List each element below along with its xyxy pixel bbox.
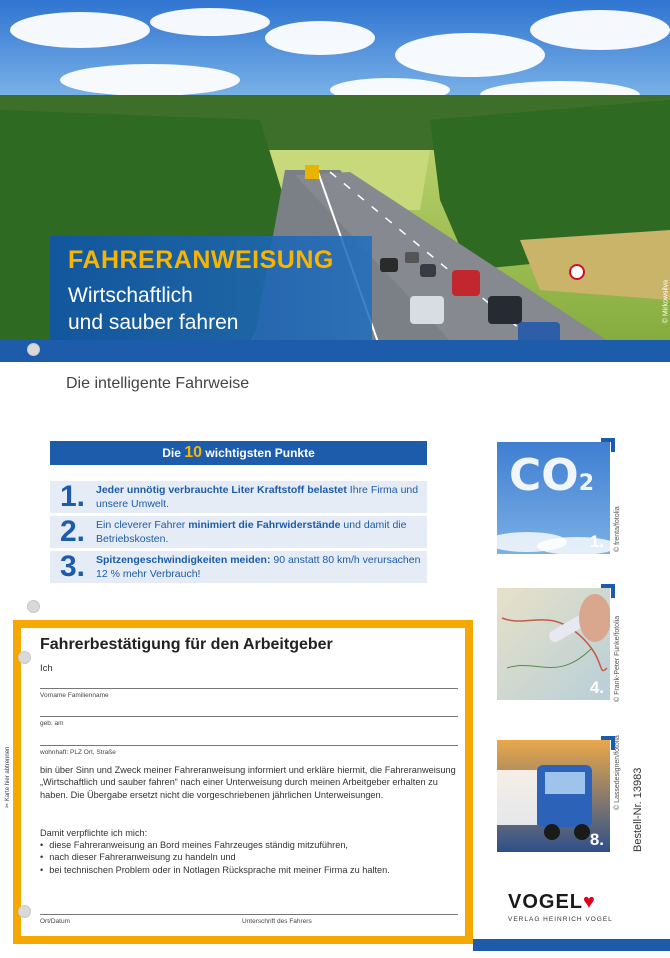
co2-label	[509, 450, 594, 501]
point-item-3	[50, 551, 427, 583]
co2-text: CO	[509, 450, 579, 501]
point-rest: 90 anstatt 80 km/h verursachen 12 % mehr Verbrauch!	[96, 554, 421, 580]
thumb-number: 8.	[589, 830, 604, 849]
punch-hole	[27, 600, 40, 613]
points-header-number: 10	[184, 444, 203, 461]
point-bold: Spitzengeschwindigkeiten meiden:	[96, 554, 271, 566]
thumb-credit: © Frank-Peter Funke/fotolia	[614, 615, 621, 702]
publisher-name: VERLAG HEINRICH VOGEL	[508, 916, 613, 923]
thumb-number: 4.	[589, 678, 604, 697]
logo-name: VOGEL	[508, 891, 584, 913]
point-rest: und damit die Betriebskosten.	[96, 519, 407, 545]
punch-hole	[18, 651, 31, 664]
signature-line[interactable]	[40, 914, 458, 915]
form-commit-intro: Damit verpflichte ich mich:	[40, 828, 148, 838]
point-number: 2.	[60, 515, 86, 548]
form-paragraph: bin über Sinn und Zweck meiner Fahreranweisung informiert und erkläre hiermit, die Fahreranweisung „Wirtschaftlich und sauber fahren“ nach einer Unterweisung durch meinen Arbeitgeber erhalten zu haben. Die Übergabe ersetzt nicht die vorgeschriebenen jährlichen Unterweisungen.	[40, 765, 456, 800]
thumb-co2	[497, 442, 610, 554]
thumb-corner	[601, 736, 615, 750]
point-rest: Ihre Firma und unsere Umwelt.	[96, 484, 419, 510]
points-header-before: Die	[162, 446, 181, 460]
vogel-logo	[508, 891, 596, 914]
place-date-label: Ort/Datum	[40, 918, 70, 925]
thumb-corner	[601, 438, 615, 452]
point-number: 3.	[60, 550, 86, 583]
point-bold: minimiert die Fahrwiderstände	[188, 519, 341, 531]
thumb-truck	[497, 740, 610, 852]
name-field-label: Vorname Familienname	[40, 692, 109, 699]
cover-photo-credit: © Mirkowsilva	[662, 280, 669, 324]
thumb-corner	[601, 584, 615, 598]
form-ich: Ich	[40, 663, 53, 674]
name-field[interactable]	[40, 688, 458, 689]
bottom-bar	[473, 939, 670, 951]
heart-icon: ♥	[583, 891, 596, 913]
cover-subtitle-line1: Wirtschaftlich	[68, 284, 193, 307]
list-item: • nach dieser Fahreranweisung zu handeln und	[40, 851, 458, 863]
birthdate-field-label: geb. am	[40, 720, 64, 727]
point-lead: Ein cleverer Fahrer	[96, 519, 189, 531]
point-text	[96, 553, 421, 581]
list-item: • diese Fahreranweisung an Bord meines Fahrzeuges ständig mitzuführen,	[40, 839, 458, 851]
list-item: • bei technischen Problem oder in Notlagen Rücksprache mit meiner Firma zu halten.	[40, 864, 458, 876]
point-item-2	[50, 516, 427, 548]
order-number: Bestell-Nr. 13983	[632, 767, 644, 852]
form-title: Fahrerbestätigung für den Arbeitgeber	[40, 636, 333, 653]
cover-band	[0, 340, 670, 362]
signature-label: Unterschrift des Fahrers	[242, 918, 312, 925]
form-commitments	[40, 839, 458, 876]
tagline: Die intelligente Fahrweise	[66, 375, 250, 392]
points-header	[50, 441, 427, 465]
point-bold: Jeder unnötig verbrauchte Liter Kraftstoff belastet	[96, 484, 347, 496]
co2-subscript: 2	[578, 471, 595, 496]
point-item-1	[50, 481, 427, 513]
driver-confirmation-form	[13, 620, 473, 944]
cover-photo	[0, 0, 670, 362]
cover-subtitle	[68, 282, 238, 336]
birthdate-field[interactable]	[40, 716, 458, 717]
punch-hole	[18, 905, 31, 918]
cover-title: FAHRERANWEISUNG	[68, 246, 334, 274]
thumb-credit: © frenta/fotolia	[614, 506, 621, 552]
cover-subtitle-line2: und sauber fahren	[68, 311, 239, 334]
cut-here-label: ✂ Karte hier abtrennen	[5, 746, 11, 808]
address-field[interactable]	[40, 745, 458, 746]
thumb-map	[497, 588, 610, 700]
thumb-number: 1.	[589, 532, 604, 551]
thumb-credit: © Lassedesignen/fotolia	[614, 735, 621, 810]
point-text	[96, 518, 421, 546]
point-text	[96, 483, 421, 511]
points-header-after: wichtigsten Punkte	[205, 446, 315, 460]
cover-title-box	[50, 236, 372, 351]
punch-hole	[27, 343, 40, 356]
point-number: 1.	[60, 480, 86, 513]
address-field-label: wohnhaft: PLZ Ort, Straße	[40, 749, 116, 756]
